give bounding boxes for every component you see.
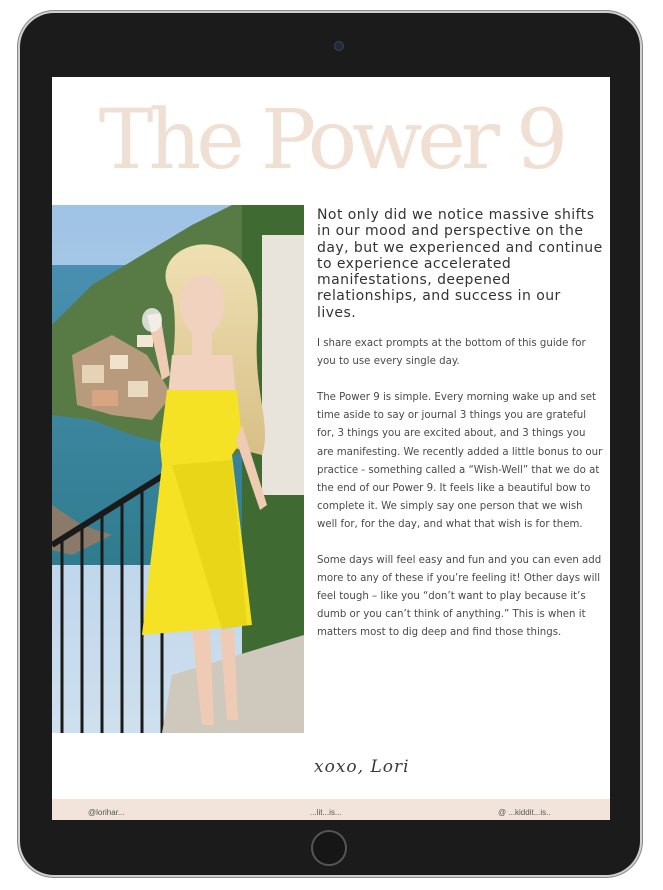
footer-center-text: ...lit...is... bbox=[310, 808, 342, 817]
woman-yellow-dress-photo bbox=[52, 205, 304, 733]
home-button[interactable] bbox=[311, 830, 347, 866]
tablet-frame bbox=[20, 13, 640, 875]
footer-right-handle[interactable]: @ ...kiddit...is.. bbox=[498, 808, 551, 817]
footer-band bbox=[52, 799, 610, 820]
front-camera bbox=[334, 41, 344, 51]
paragraph-tough-days: Some days will feel easy and fun and you can even add more to any of these if you’re feeling it! Other days will feel tough – like you “don’t want to play because it’s dumb or you can’t think of anything.” This is when it matters most to dig deep and find those things. bbox=[317, 555, 602, 639]
article-text bbox=[317, 207, 603, 660]
lead-paragraph: Not only did we notice massive shifts in our mood and perspective on the day, but we experienced and continue to experience accelerated manifestations, deepened relationships, and success in our lives. bbox=[317, 207, 603, 321]
signature: xoxo, Lori bbox=[314, 757, 410, 777]
page-title: The Power 9 bbox=[98, 93, 564, 188]
paragraph-power9: The Power 9 is simple. Every morning wake up and set time aside to say or journal 3 things you are grateful for, 3 things you are excited about, and 3 things you are manifesting. We recently added a little bonus to our practice - something called a “Wish-Well” that we do at the end of our Power 9. It feels like a beautiful bow to complete it. We simply say one person that we wish well for, for the day, and what that wish is for them. bbox=[317, 392, 603, 530]
footer-left-handle[interactable]: @lorihar... bbox=[88, 808, 125, 817]
paragraph-prompts: I share exact prompts at the bottom of this guide for you to use every single day. bbox=[317, 338, 586, 368]
tablet-screen bbox=[52, 77, 610, 820]
